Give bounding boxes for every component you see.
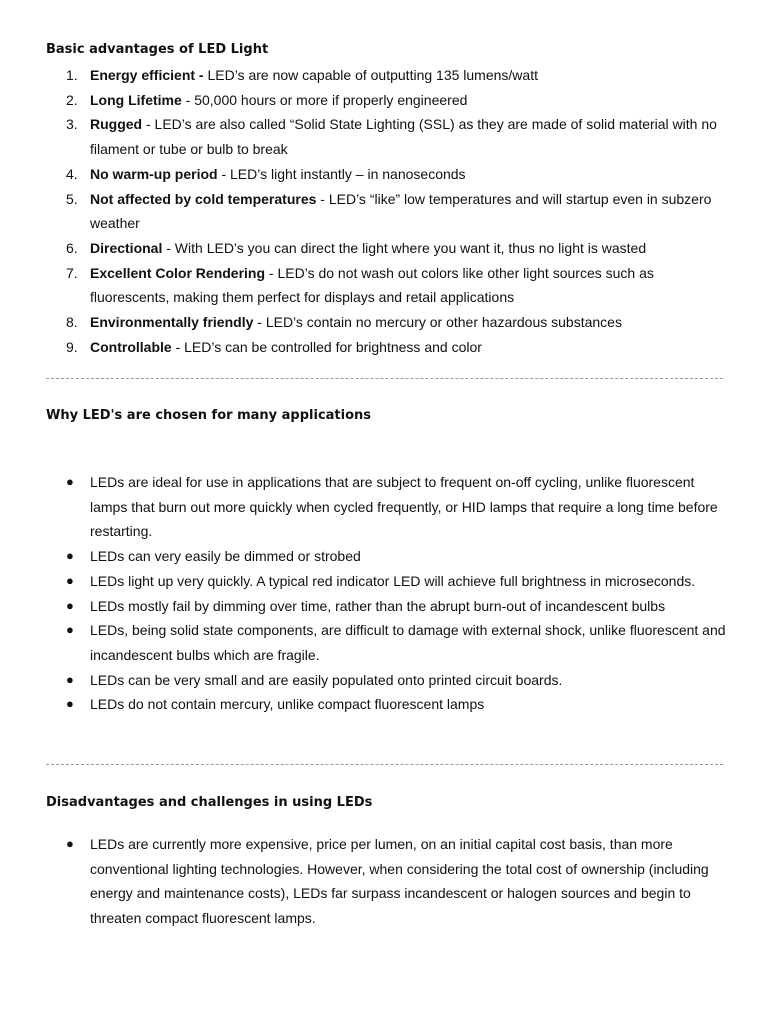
list-item: [46, 569, 726, 594]
bullet-icon: ●: [66, 696, 74, 712]
item-lead: No warm-up period: [90, 165, 218, 182]
list-number: 3.: [66, 116, 78, 133]
item-text: LEDs mostly fail by dimming over time, rather than the abrupt burn-out of incandescent bulbs: [90, 597, 666, 614]
section-divider: [46, 764, 723, 765]
section-title-why-chosen: Why LED's are chosen for many applications: [46, 408, 372, 423]
item-text: LEDs light up very quickly. A typical red indicator LED will achieve full brightness in microseconds.: [90, 572, 696, 589]
item-text: LEDs are currently more expensive, price per lumen, on an initial capital cost basis, than more conventional lighting technologies. However, when considering the total cost of ownership (including energy and maintenance costs), LEDs far surpass incandescent or halogen sources and begin to threaten compact fluorescent lamps.: [90, 836, 709, 927]
list-item: [46, 470, 726, 544]
bullet-icon: ●: [66, 548, 74, 564]
list-number: 2.: [66, 91, 78, 108]
item-text: LEDs do not contain mercury, unlike compact fluorescent lamps: [90, 696, 485, 713]
bullet-icon: ●: [66, 836, 74, 851]
item-lead: Energy efficient -: [90, 67, 208, 83]
item-lead: Environmentally friendly: [90, 314, 254, 331]
list-item: [46, 668, 726, 693]
item-lead: Not affected by cold temperatures: [90, 190, 317, 207]
list-item: [46, 618, 726, 667]
list-item: [46, 88, 726, 113]
item-text: - LED’s “like” low temperatures and will startup even in subzero weather: [90, 190, 712, 232]
list-item: [46, 63, 726, 88]
list-item: [46, 261, 726, 310]
list-number: 9.: [66, 338, 78, 355]
item-text: LED’s are now capable of outputting 135 lumens/watt: [207, 67, 538, 83]
list-item: [46, 544, 726, 569]
list-item: [46, 310, 726, 335]
item-text: LEDs, being solid state components, are difficult to damage with external shock, unlike fluorescent and incandescent bulbs which are fragile.: [90, 622, 726, 663]
disadvantages-list: [46, 832, 726, 931]
bullet-icon: ●: [66, 671, 74, 687]
list-number: 5.: [66, 190, 78, 207]
item-text: - LED’s are also called “Solid State Lighting (SSL) as they are made of solid material with no filament or tube or bulb to break: [90, 116, 717, 158]
item-lead: Directional: [90, 239, 163, 256]
section-title-advantages: Basic advantages of LED Light: [46, 42, 269, 57]
list-item: [46, 112, 726, 161]
list-number: 6.: [66, 239, 78, 256]
list-item: [46, 236, 726, 261]
bullet-icon: ●: [66, 622, 74, 638]
list-item: [46, 832, 726, 931]
advantages-list: [46, 63, 726, 359]
item-text: LEDs can very easily be dimmed or strobed: [90, 548, 361, 565]
item-text: - LED’s light instantly – in nanoseconds: [217, 165, 466, 182]
item-text: LEDs are ideal for use in applications that are subject to frequent on-off cycling, unlike fluorescent lamps that burn out more quickly when cycled frequently, or HID lamps that require a long time before restarting.: [90, 474, 718, 540]
list-number: 1.: [66, 67, 78, 83]
item-text: - LED’s can be controlled for brightness and color: [171, 338, 482, 355]
item-text: - 50,000 hours or more if properly engineered: [181, 91, 468, 108]
list-number: 4.: [66, 165, 78, 182]
bullet-icon: ●: [66, 474, 74, 489]
section-title-disadvantages: Disadvantages and challenges in using LEDs: [46, 795, 373, 810]
item-lead: Long Lifetime: [90, 91, 182, 108]
list-item: [46, 594, 726, 619]
bullet-icon: ●: [66, 597, 74, 613]
item-lead: Rugged: [90, 116, 143, 133]
why-chosen-list: [46, 470, 726, 717]
list-item: [46, 162, 726, 187]
item-lead: Controllable: [90, 338, 172, 355]
bullet-icon: ●: [66, 572, 74, 588]
list-item: [46, 187, 726, 236]
section-divider: [46, 378, 723, 379]
list-item: [46, 335, 726, 360]
item-text: - With LED’s you can direct the light where you want it, thus no light is wasted: [162, 239, 647, 256]
list-number: 7.: [66, 264, 78, 281]
item-lead: Excellent Color Rendering: [90, 264, 266, 281]
list-number: 8.: [66, 314, 78, 331]
item-text: - LED’s do not wash out colors like other light sources such as fluorescents, making them perfect for displays and retail applications: [90, 264, 654, 306]
item-text: LEDs can be very small and are easily populated onto printed circuit boards.: [90, 671, 563, 688]
item-text: - LED’s contain no mercury or other hazardous substances: [253, 314, 622, 331]
list-item: [46, 692, 726, 717]
